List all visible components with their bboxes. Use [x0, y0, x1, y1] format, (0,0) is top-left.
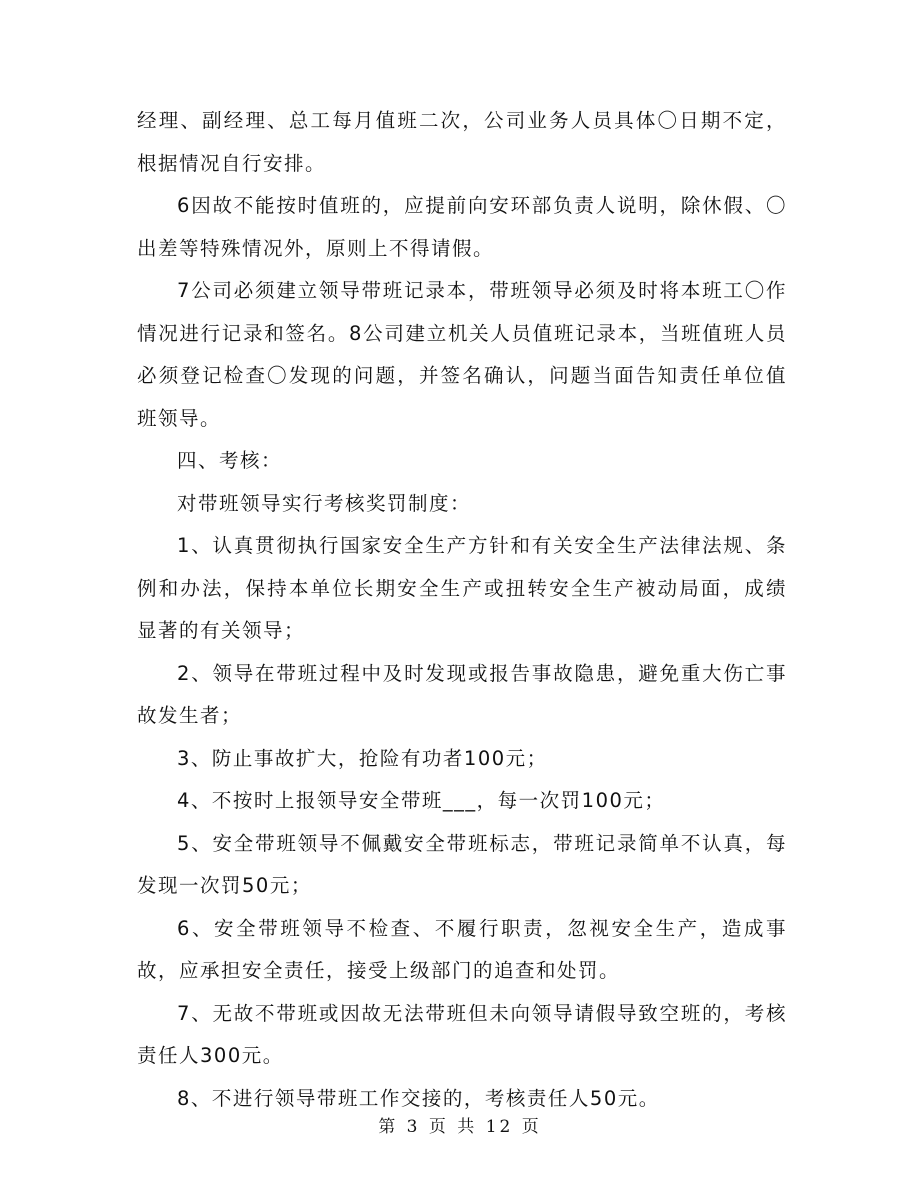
- paragraph-item-6: 6因故不能按时值班的，应提前向安环部负责人说明，除休假、〇出差等特殊情况外，原则上不得请假。: [137, 194, 787, 260]
- assessment-item-7: 7、无故不带班或因故无法带班但未向领导请假导致空班的，考核责任人300元。: [137, 1001, 787, 1067]
- assessment-item-5: 5、安全带班领导不佩戴安全带班标志，带班记录简单不认真，每发现一次罚50元；: [137, 831, 787, 897]
- assessment-item-1: 1、认真贯彻执行国家安全生产方针和有关安全生产法律法规、条例和办法，保持本单位长期安全生产或扭转安全生产被动局面，成绩显著的有关领导；: [137, 534, 787, 642]
- paragraph-continuation: 经理、副经理、总工每月值班二次，公司业务人员具体〇日期不定，根据情况自行安排。: [137, 109, 787, 175]
- paragraph-item-7-8: 7公司必须建立领导带班记录本，带班领导必须及时将本班工〇作情况进行记录和签名。8公司建立机关人员值班记录本，当班值班人员必须登记检查〇发现的问题，并签名确认，问题当面告知责任单位值班领导。: [137, 279, 787, 430]
- page-number-footer: 第 3 页 共 12 页: [378, 1117, 542, 1137]
- section-heading-assessment: 四、考核：: [177, 449, 283, 472]
- assessment-item-2: 2、领导在带班过程中及时发现或报告事故隐患，避免重大伤亡事故发生者；: [137, 661, 787, 727]
- paragraph-assessment-intro: 对带班领导实行考核奖罚制度：: [177, 491, 472, 515]
- assessment-item-4: 4、不按时上报领导安全带班___，每一次罚100元；: [177, 789, 666, 812]
- assessment-item-6: 6、安全带班领导不检查、不履行职责，忽视安全生产，造成事故，应承担安全责任，接受上级部门的追查和处罚。: [137, 916, 787, 982]
- assessment-item-8: 8、不进行领导带班工作交接的，考核责任人50元。: [177, 1086, 660, 1110]
- document-body: [137, 100, 787, 1120]
- assessment-item-3: 3、防止事故扩大，抢险有功者100元；: [177, 746, 548, 770]
